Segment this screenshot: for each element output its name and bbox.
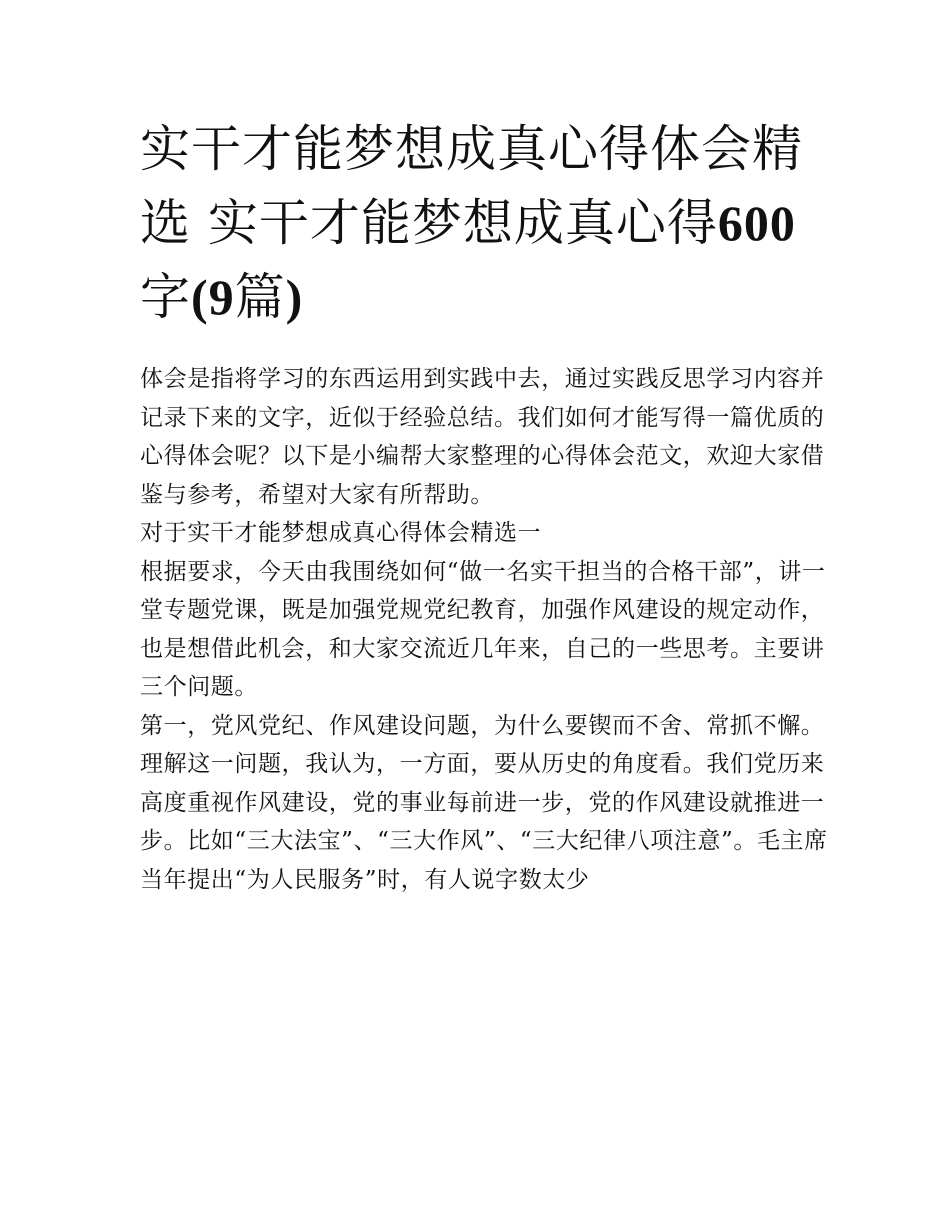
document-title <box>140 112 820 334</box>
document-body <box>140 360 830 899</box>
title-paren-count: (9 <box>191 269 235 325</box>
section-heading-1: 对于实干才能梦想成真心得体会精选一 <box>140 520 542 546</box>
intro-paragraph: 体会是指将学习的东西运用到实践中去，通过实践反思学习内容并记录下来的文字，近似于经验总结。我们如何才能写得一篇优质的心得体会呢？以下是小编帮大家整理的心得体会范文，欢迎大家借鉴与参考，希望对大家有所帮助。 <box>140 366 825 508</box>
paragraph-4: 理解这一问题，我认为，一方面，要从历史的角度看。我们党历来高度重视作风建设，党的事业每前进一步，党的作风建设就推进一步。比如“三大法宝”、“三大作风”、“三大纪律八项注意”。毛主席当年提出“为人民服务”时，有人说字数太少 <box>140 751 828 893</box>
title-paren-close: ) <box>285 269 304 325</box>
title-line-3a: 字 <box>140 268 191 326</box>
paragraph-2: 根据要求，今天由我围绕如何“做一名实干担当的合格干部”，讲一堂专题党课，既是加强党规党纪教育，加强作风建设的规定动作，也是想借此机会，和大家交流近几年来，自己的一些思考。主要讲三个问题。 <box>140 558 826 700</box>
paragraph-3: 第一，党风党纪、作风建设问题，为什么要锲而不舍、常抓不懈。 <box>140 712 825 739</box>
title-word-count: 600 <box>717 195 796 251</box>
title-line-1: 实干才能梦想成真心得体会精 <box>140 120 803 178</box>
title-line-3c: 篇 <box>234 268 286 326</box>
title-line-2a: 选 实干才能梦想成真心得 <box>140 194 718 252</box>
